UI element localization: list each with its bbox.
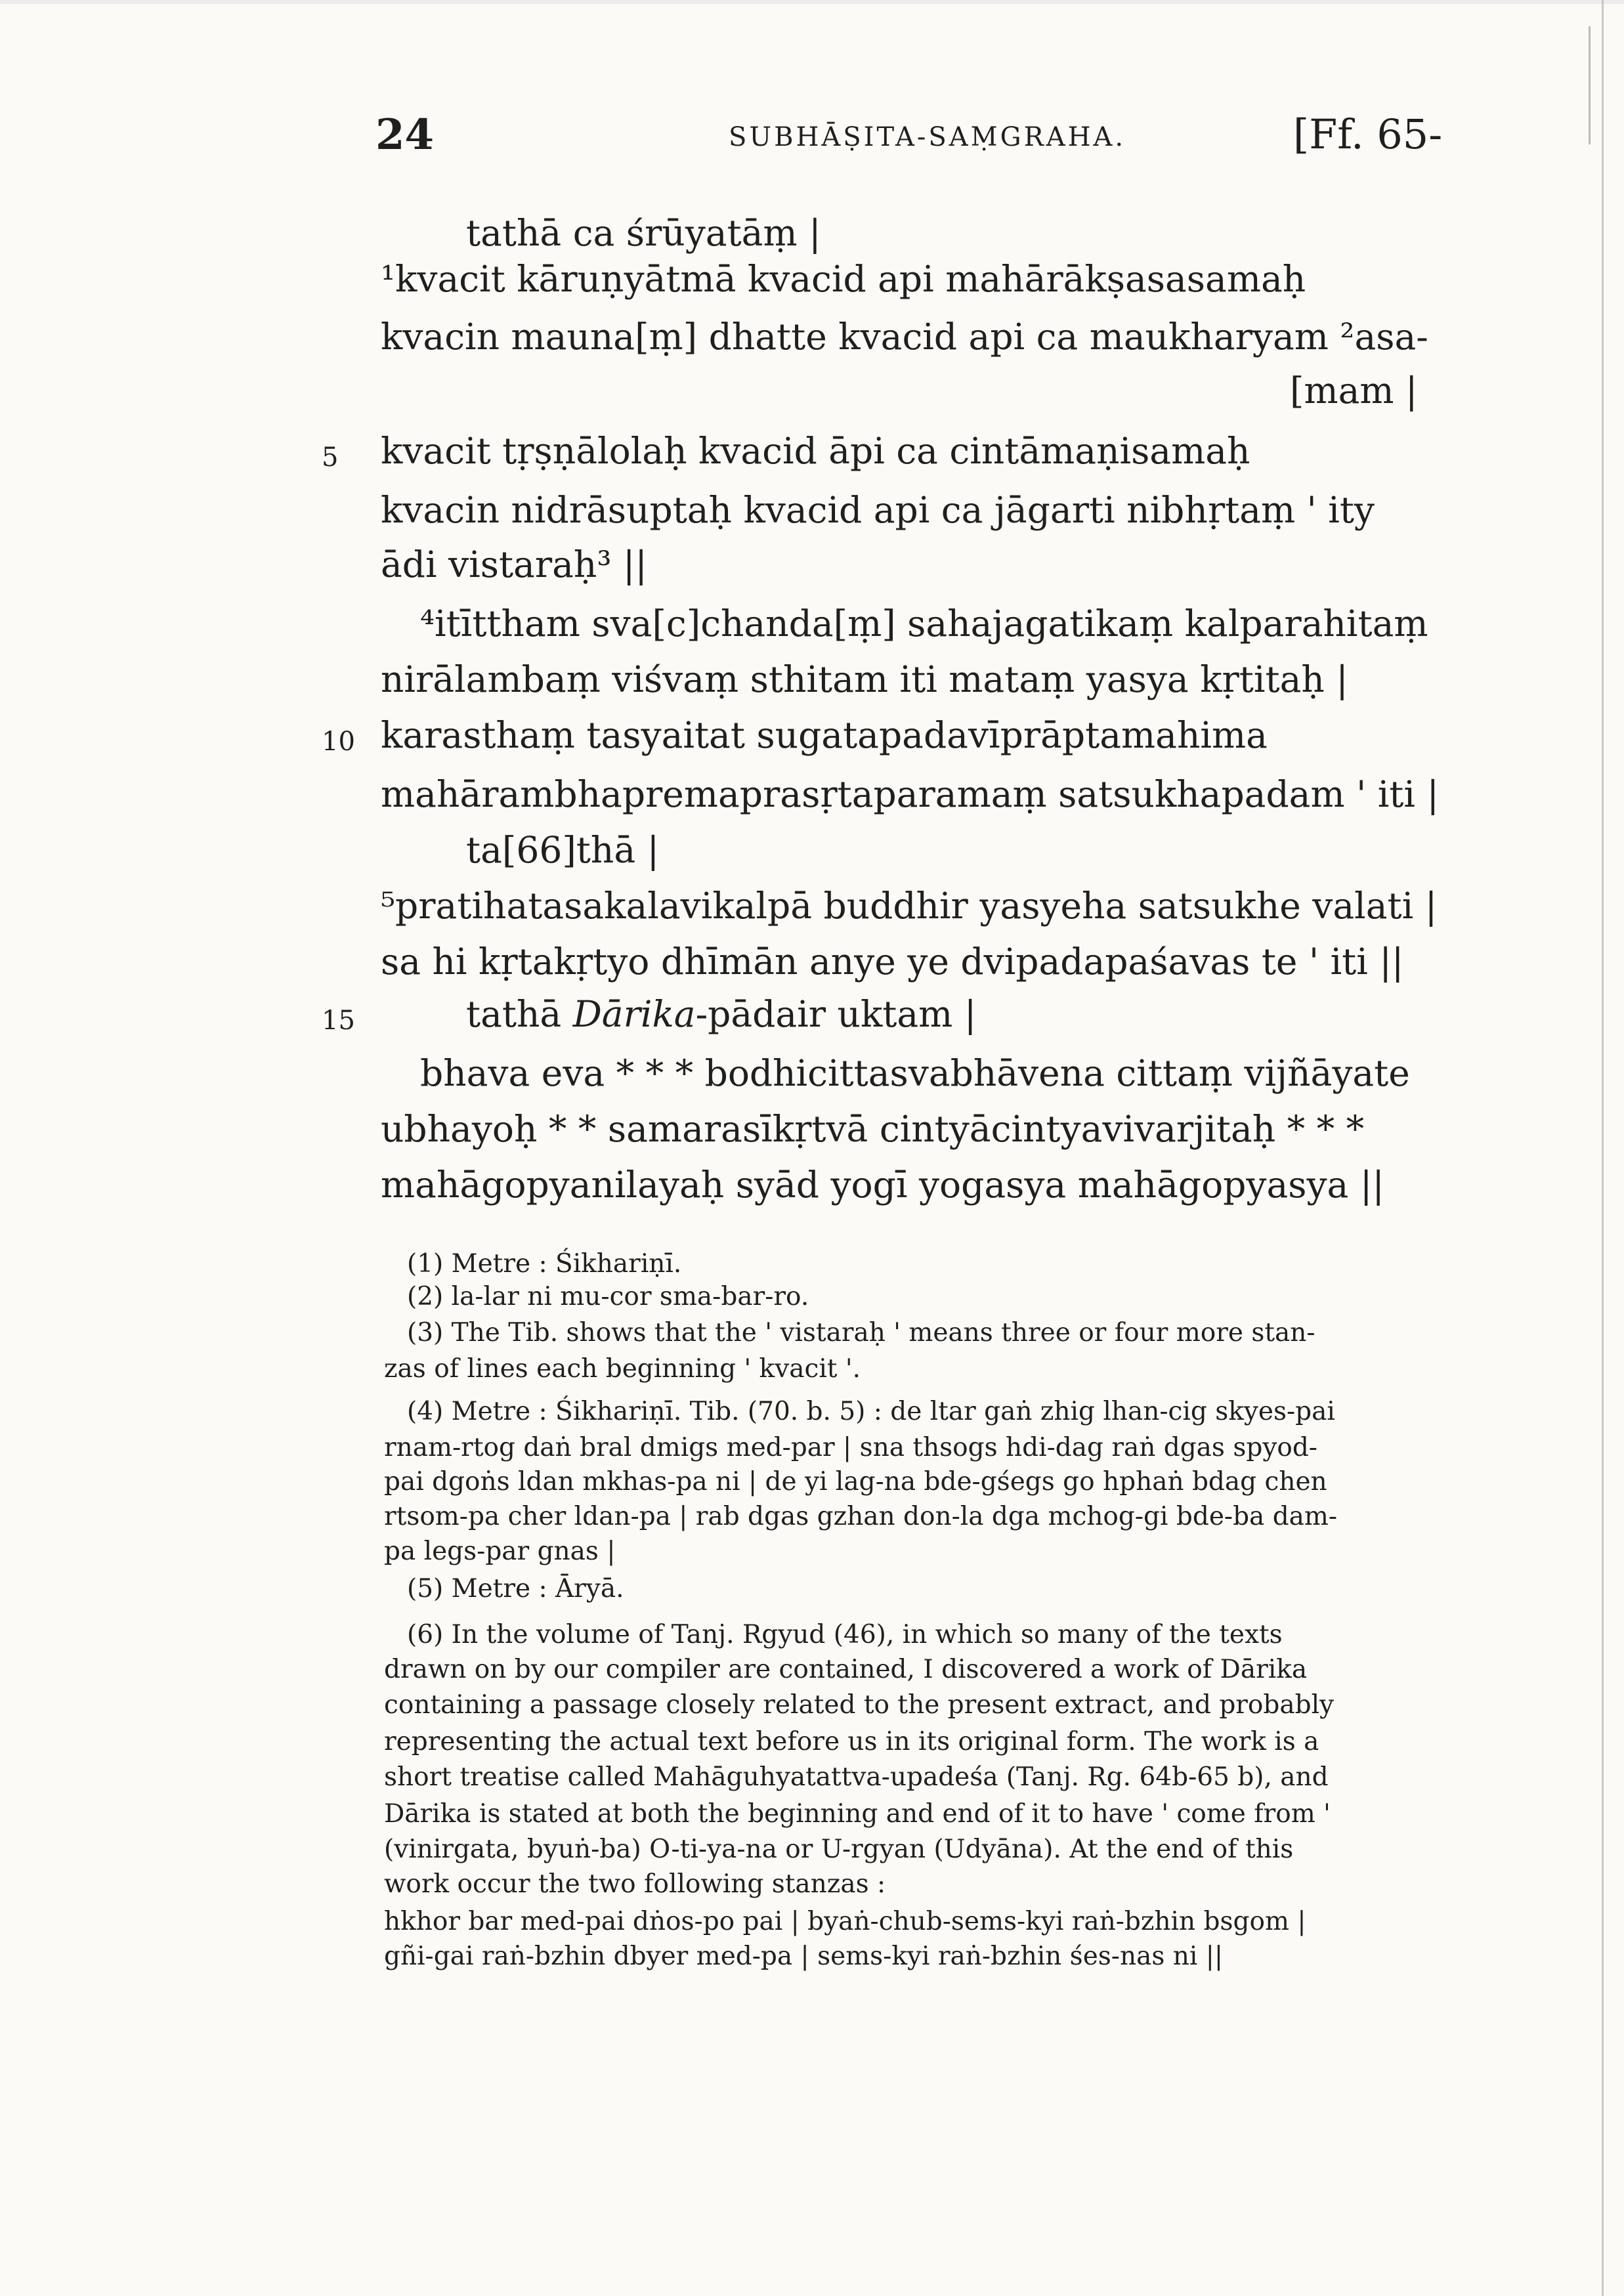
text-line: kvacit tṛṣṇālolaḥ kvacid āpi ca cintāmaṇisamaḥ [381,430,1250,472]
footnote-line: (3) The Tib. shows that the ' vistaraḥ ' means three or four more stan- [407,1318,1315,1348]
text-line: nirālambaṃ viśvaṃ sthitam iti mataṃ yasya kṛtitaḥ | [381,658,1348,700]
footnote-line: containing a passage closely related to the present extract, and probably [384,1690,1335,1720]
footnote-line: pai dgoṅs ldan mkhas-pa ni | de yi lag-na bde-gśegs go hphaṅ bdag chen [384,1467,1327,1497]
text-line: karasthaṃ tasyaitat sugatapadavīprāptamahima [381,714,1268,756]
text-line [466,991,976,1037]
text-line: sa hi kṛtakṛtyo dhīmān anye ye dvipadapaśavas te ' iti || [381,941,1404,983]
author-name: Dārika [572,993,696,1035]
footnote-line: (2) la-lar ni mu-cor sma-bar-ro. [407,1282,809,1311]
text-line: kvacin nidrāsuptaḥ kvacid api ca jāgarti nibhṛtaṃ ' ity [381,489,1375,531]
text-line: ubhayoḥ * * samarasīkṛtvā cintyācintyavivarjitaḥ * * * [381,1108,1365,1150]
footnote-line: (vinirgata, byuṅ-ba) O-ti-ya-na or U-rgyan (Udyāna). At the end of this [384,1835,1294,1864]
text-line: ādi vistaraḥ³ || [381,543,647,585]
footnote-line: (6) In the volume of Tanj. Rgyud (46), in which so many of the texts [407,1620,1283,1649]
text-line: ⁴itīttham sva[c]chanda[ṃ] sahajagatikaṃ kalparahitaṃ [420,603,1428,645]
text-run: -pādair uktam | [695,993,977,1035]
text-line: bhava eva * * * bodhicittasvabhāvena cittaṃ vijñāyate [420,1052,1410,1094]
footnote-line: drawn on by our compiler are contained, I discovered a work of Dārika [384,1655,1308,1684]
text-line: kvacin mauna[ṃ] dhatte kvacid api ca maukharyam ²asa- [381,316,1428,358]
scan-edge-top [0,0,1624,4]
folio-reference: [Ff. 65- [1293,110,1443,158]
footnote-line: (4) Metre : Śikhariṇī. Tib. (70. b. 5) : de ltar gaṅ zhig lhan-cig skyes-pai [407,1397,1335,1426]
footnote-line: short treatise called Mahāguhyatattva-upadeśa (Tanj. Rg. 64b-65 b), and [384,1762,1329,1792]
running-title: SUBHĀṢITA-SAṂGRAHA. [729,122,1126,152]
text-run: tathā [466,993,573,1035]
text-line: ¹kvacit kāruṇyātmā kvacid api mahārākṣasasamaḥ [381,258,1306,300]
scan-edge-right [1602,0,1604,2296]
footnote-line: gñi-gai raṅ-bzhin dbyer med-pa | sems-kyi raṅ-bzhin śes-nas ni || [384,1942,1224,1971]
footnote-line: (5) Metre : Āryā. [407,1574,624,1604]
line-number: 10 [322,727,355,757]
footnote-line: rtsom-pa cher ldan-pa | rab dgas gzhan don-la dga mchog-gi bde-ba dam- [384,1502,1338,1531]
footnote-line: hkhor bar med-pai dṅos-po pai | byaṅ-chub-sems-kyi raṅ-bzhin bsgom | [384,1907,1306,1936]
page-header [0,110,1624,169]
footnote-line: zas of lines each beginning ' kvacit '. [384,1354,861,1384]
text-line: ta[66]thā | [466,829,660,871]
footnote-line: representing the actual text before us in its original form. The work is a [384,1727,1319,1756]
footnote-line: (1) Metre : Śikhariṇī. [407,1249,682,1279]
text-line: mahārambhapremaprasṛtaparamaṃ satsukhapadam ' iti | [381,773,1439,815]
footnote-line: rnam-rtog daṅ bral dmigs med-par | sna thsogs hdi-dag raṅ dgas spyod- [384,1433,1317,1462]
footnote-line: work occur the two following stanzas : [384,1869,886,1899]
text-line: tathā ca śrūyatāṃ | [466,212,821,254]
line-number: 5 [322,442,339,473]
text-line: [mam | [1290,370,1418,412]
text-line: mahāgopyanilayaḥ syād yogī yogasya mahāgopyasya || [381,1164,1384,1206]
page-number: 24 [375,110,435,159]
footnote-line: Dārika is stated at both the beginning and end of it to have ' come from ' [384,1799,1331,1829]
line-number: 15 [322,1006,355,1036]
text-line: ⁵pratihatasakalavikalpā buddhir yasyeha satsukhe valati | [381,885,1438,927]
footnote-line: pa legs-par gnas | [384,1537,616,1566]
